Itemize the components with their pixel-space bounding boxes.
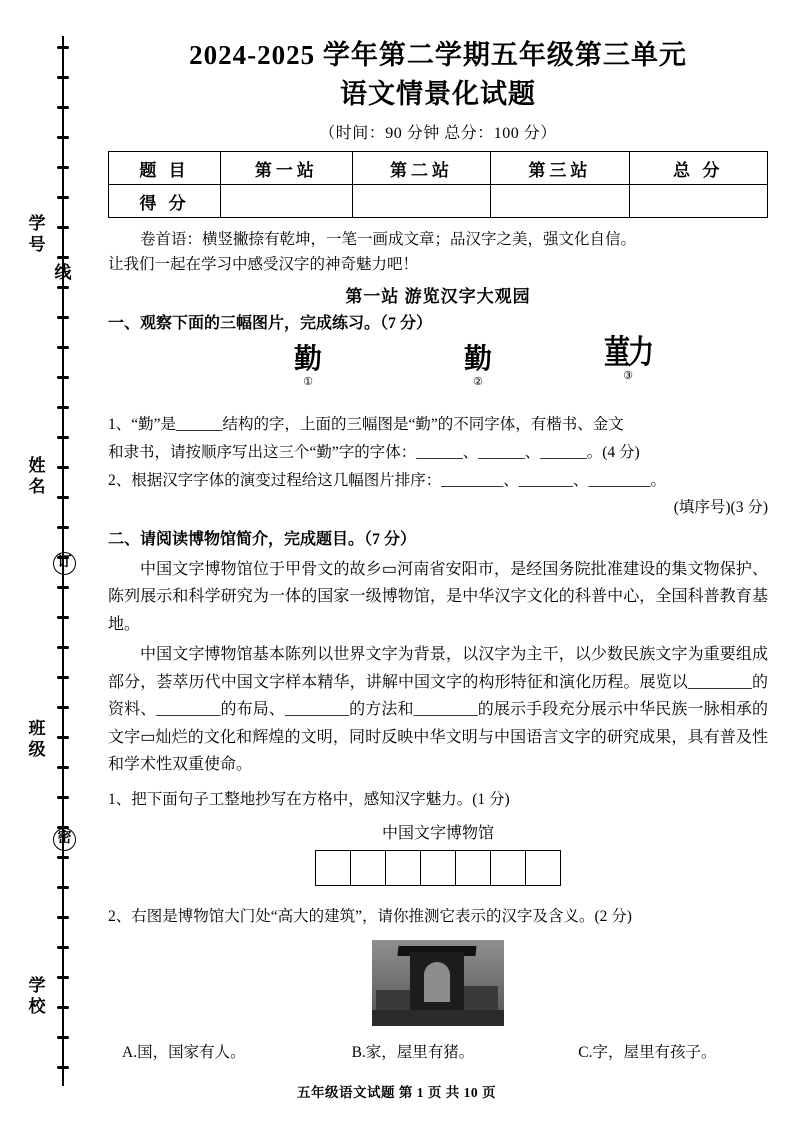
station2-paragraph-2: 中国文字博物馆基本陈列以世界文字为背景，以汉字为主干，以少数民族文字为重要组成部分，荟萃历代中国文字样本精华，讲解中国文字的构形特征和演化历程。展览以________的资料、________的布局、________的方法和________的展示手段充分展示中华民族一脉相承的文字▭灿烂的文化和辉煌的文明，同时反映中华文明与中国语言文字的研究成果，具有普及性和学术性双重使命。 — [108, 646, 768, 774]
station2-heading: 二、请阅读博物馆简介，完成题目。（7 分） — [108, 530, 417, 548]
score-cell-total[interactable] — [629, 185, 767, 218]
label-name — [24, 455, 50, 498]
writing-grid-cell[interactable] — [420, 850, 456, 886]
page-title — [108, 36, 768, 114]
glyph-2-char: 勤 — [463, 342, 492, 376]
photo-gate-structure — [410, 952, 464, 1014]
museum-gate-photo — [372, 940, 504, 1026]
score-table-header-total: 总 分 — [629, 152, 767, 185]
page-title-line2: 语文情景化试题 — [340, 79, 536, 110]
photo-right-wing — [458, 986, 498, 1010]
score-table-label-score: 得 分 — [109, 185, 221, 218]
table-row — [109, 185, 768, 218]
copy-sentence: 中国文字博物馆 — [381, 825, 494, 843]
label-seal-mi — [53, 828, 74, 851]
station2-paragraph-1: 中国文字博物馆位于甲骨文的故乡▭河南省安阳市，是经国务院批准建设的集文物保护、陈列展示和科学研究为一体的国家一级博物馆，是中华汉字文化的科普中心，全国科普教育基地。 — [108, 560, 768, 633]
label-seal-ding — [53, 552, 74, 575]
label-seal-ding-text: 订 — [53, 552, 76, 575]
station2-question1: 1、把下面句子工整地抄写在方格中，感知汉字魅力。(1 分) — [108, 790, 510, 808]
glyph-2 — [438, 344, 518, 388]
glyph-1 — [268, 344, 348, 388]
glyph-3 — [588, 334, 668, 383]
label-name-text: 姓 名 — [28, 456, 46, 497]
lead-paragraph — [108, 227, 768, 277]
label-seal-mi-text: 密 — [53, 828, 76, 851]
station1-question1-heading: 一、观察下面的三幅图片，完成练习。（7 分） — [108, 314, 433, 332]
glyph-1-char: 勤 — [293, 342, 322, 376]
score-table-header-station1: 第一站 — [221, 152, 353, 185]
score-cell-station2[interactable] — [352, 185, 490, 218]
station1-q1-line2: 和隶书，请按顺序写出这三个“勤”字的字体：______、______、______。(4 分) — [108, 443, 640, 461]
writing-grid-cell[interactable] — [385, 850, 421, 886]
answer-options — [108, 1040, 768, 1062]
writing-grid-cell[interactable] — [315, 850, 351, 886]
option-b[interactable]: B.家，屋里有猪。 — [351, 1044, 475, 1062]
score-cell-station1[interactable] — [221, 185, 353, 218]
page-footer: 五年级语文试题 第 1 页 共 10 页 — [297, 1085, 496, 1100]
document-body — [108, 36, 768, 1062]
writing-grid-cell[interactable] — [525, 850, 561, 886]
label-class-text: 班 级 — [28, 719, 46, 760]
glyph-1-number: ① — [303, 376, 313, 389]
score-table-header-station2: 第二站 — [352, 152, 490, 185]
label-seal-xian-text: 线 — [54, 263, 72, 282]
label-class — [24, 718, 50, 761]
writing-grid-cell[interactable] — [455, 850, 491, 886]
glyph-3-char: 菫力 — [603, 334, 652, 372]
glyph-3-number: ③ — [623, 370, 633, 383]
score-table-header-subject: 题 目 — [109, 152, 221, 185]
label-school-text: 学 校 — [28, 976, 46, 1017]
station2-question2: 2、右图是博物馆大门处“高大的建筑”，请你推测它表示的汉字及含义。(2 分) — [108, 908, 632, 926]
score-cell-station3[interactable] — [491, 185, 629, 218]
option-a[interactable]: A.国，国家有人。 — [122, 1044, 246, 1062]
label-seal-xian — [52, 262, 74, 283]
score-table — [108, 151, 768, 218]
label-student-id-text: 学 号 — [28, 214, 46, 255]
writing-grid-cell[interactable] — [350, 850, 386, 886]
label-school — [24, 975, 50, 1018]
writing-grid-cell[interactable] — [490, 850, 526, 886]
page-subtitle: （时间：90 分钟 总分：100 分） — [319, 125, 557, 143]
binding-margin — [0, 0, 112, 1122]
page-title-line1: 2024-2025 学年第二学期五年级第三单元 — [189, 40, 687, 70]
label-student-id — [24, 213, 50, 256]
museum-photo-wrap — [108, 940, 768, 1026]
station1-q1-line1: 1、“勤”是______结构的字，上面的三幅图是“勤”的不同字体，有楷书、金文 — [108, 416, 624, 434]
lead-line2: 让我们一起在学习中感受汉字的神奇魅力吧！ — [108, 256, 419, 274]
table-row — [109, 152, 768, 185]
lead-line1: 卷首语：横竖撇捺有乾坤，一笔一画成文章；品汉字之美，强文化自信。 — [140, 231, 637, 249]
photo-left-wing — [376, 990, 410, 1010]
score-table-header-station3: 第三站 — [491, 152, 629, 185]
glyph-2-number: ② — [473, 376, 483, 389]
station1-title: 第一站 游览汉字大观园 — [345, 286, 531, 306]
option-c[interactable]: C.字，屋里有孩子。 — [578, 1044, 717, 1062]
station1-q2-text: 2、根据汉字字体的演变过程给这几幅图片排序：________、_______、________。 — [108, 471, 667, 489]
station1-q2-note: (填序号)(3 分) — [673, 499, 768, 517]
glyph-image-row — [108, 334, 768, 410]
writing-grid[interactable] — [108, 850, 768, 886]
photo-ground — [372, 1010, 504, 1026]
